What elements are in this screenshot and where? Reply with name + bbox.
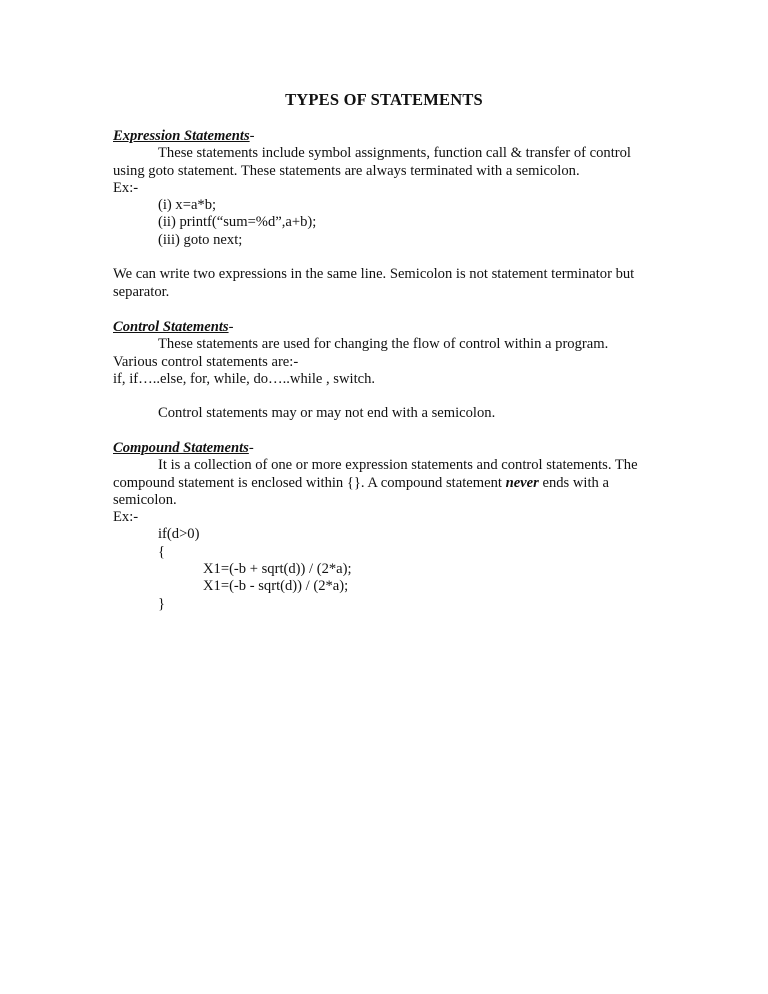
compound-code-if-line: if(d>0) (158, 526, 200, 543)
expression-example-1: (i) x=a*b; (158, 197, 217, 214)
compound-paragraph-line-1: It is a collection of one or more expression statements and control statements. The (158, 457, 638, 474)
control-statements-section (113, 319, 658, 423)
compound-paragraph-line-2-start: compound statement is enclosed within {}. A compound statement (113, 474, 506, 491)
compound-heading-line (113, 440, 658, 457)
compound-heading: Compound Statements (113, 440, 249, 456)
expression-example-2: (ii) printf(“sum=%d”,a+b); (158, 214, 317, 231)
expression-heading-line (113, 128, 658, 145)
expression-heading-dash: - (249, 128, 255, 144)
compound-code-statement-1: X1=(-b + sqrt(d)) / (2*a); (203, 561, 352, 578)
control-heading-line (113, 319, 658, 336)
expression-example-3: (iii) goto next; (158, 231, 243, 248)
page-title: TYPES OF STATEMENTS (285, 90, 483, 109)
compound-statements-section (113, 440, 658, 613)
compound-paragraph-line-3: semicolon. (113, 491, 177, 508)
control-heading: Control Statements (113, 319, 229, 335)
compound-example-label: Ex:- (113, 509, 139, 526)
compound-code-close-brace: } (158, 595, 166, 612)
control-list-line: if, if…..else, for, while, do…..while , switch. (113, 370, 376, 387)
expression-example-label: Ex:- (113, 179, 139, 196)
expression-note-line-2: separator. (113, 283, 170, 300)
expression-paragraph-line-1: These statements include symbol assignments, function call & transfer of control (158, 145, 631, 162)
compound-code-open-brace: { (158, 543, 166, 560)
expression-paragraph-line-2: using goto statement. These statements are always terminated with a semicolon. (113, 162, 580, 179)
compound-code-statement-2: X1=(-b - sqrt(d)) / (2*a); (203, 578, 349, 595)
control-note: Control statements may or may not end with a semicolon. (158, 405, 496, 422)
control-heading-dash: - (228, 319, 234, 335)
compound-heading-dash: - (248, 440, 254, 456)
compound-emphasis-never: never (505, 474, 539, 491)
expression-note-line-1: We can write two expressions in the same line. Semicolon is not statement terminator but (113, 266, 635, 283)
expression-heading: Expression Statements (113, 128, 250, 144)
expression-statements-section (113, 128, 658, 301)
compound-paragraph-line-2-end: ends with a (538, 474, 609, 491)
control-paragraph-line-1: These statements are used for changing the flow of control within a program. (158, 336, 609, 353)
compound-paragraph-line-2 (113, 475, 658, 492)
control-paragraph-line-2: Various control statements are:- (113, 353, 299, 370)
